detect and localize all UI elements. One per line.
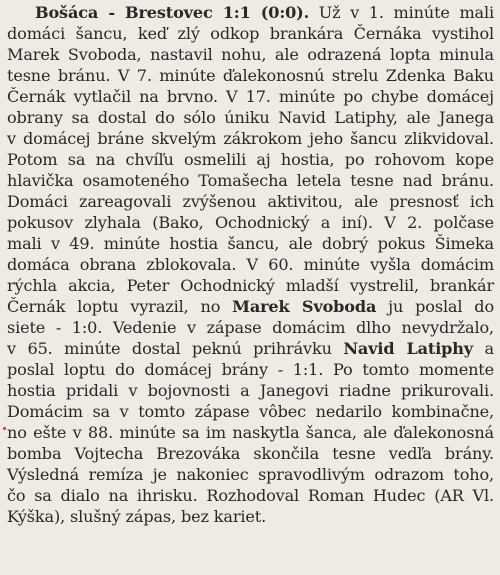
article-line-13: domáca obrana zblokovala. V 60. minúte vyšla domácim	[7, 255, 494, 274]
article-line-15	[7, 296, 494, 317]
article-line-5: Černák vytlačil na brvno. V 17. minúte po chybe domácej	[7, 87, 494, 106]
print-speck	[3, 427, 6, 430]
article-line-2: domáci šancu, keď zlý odkop brankára Černáka vystihol	[7, 24, 494, 43]
article-line-20: Domácim sa v tomto zápase vôbec nedarilo kombinačne,	[7, 402, 494, 421]
article-line-6: obrany sa dostal do sólo úniku Navid Latiphy, ale Janega	[7, 108, 494, 127]
article-line-1-text: Už v 1. minúte mali	[309, 3, 494, 22]
article-line-15-c: ju poslal do	[376, 297, 494, 316]
article-line-25: Kýška), slušný zápas, bez kariet.	[7, 507, 267, 526]
article-line-17-a: v 65. minúte dostal peknú prihrávku	[7, 339, 344, 358]
article-line-23: Výsledná remíza je nakoniec spravodlivým odrazom toho,	[7, 465, 494, 484]
match-headline: Bošáca - Brestovec 1:1 (0:0).	[35, 3, 310, 22]
article-line-19: hostia pridali v bojovnosti a Janegovi riadne prikurovali.	[7, 381, 494, 400]
article-line-24: čo sa dialo na ihrisku. Rozhodoval Roman Hudec (AR Vl.	[7, 486, 494, 505]
article-line-11: pokusov zlyhala (Bako, Ochodnický a iní). V 2. polčase	[7, 213, 494, 232]
article-line-3: Marek Svoboda, nastavil nohu, ale odrazená lopta minula	[7, 45, 494, 64]
article-line-12: mali v 49. minúte hostia šancu, ale dobrý pokus Šimeka	[7, 234, 494, 253]
article-line-17-c: a	[473, 339, 494, 358]
article-line-17	[7, 338, 494, 359]
player-name-marek-svoboda: Marek Svoboda	[232, 297, 377, 316]
article-line-9: hlavička osamoteného Tomašecha letela tesne nad bránu.	[7, 171, 494, 190]
article-line-14: rýchla akcia, Peter Ochodnický mladší vystrelil, brankár	[7, 276, 494, 295]
article-line-10: Domáci zareagovali zvýšenou aktivitou, ale presnosť ich	[7, 192, 494, 211]
article-line-1	[7, 2, 494, 23]
article-line-18: poslal loptu do domácej brány - 1:1. Po tomto momente	[7, 360, 494, 379]
article-line-7: v domácej bráne skvelým zákrokom jeho šancu zlikvidoval.	[7, 129, 494, 148]
article-line-15-a: Černák loptu vyrazil, no	[7, 297, 233, 316]
article-line-21: no ešte v 88. minúte sa im naskytla šanca, ale ďalekonosná	[7, 423, 494, 442]
article-line-22: bomba Vojtecha Brezováka skončila tesne vedľa brány.	[7, 444, 494, 463]
article-line-4: tesne bránu. V 7. minúte ďalekonosnú strelu Zdenka Baku	[7, 66, 494, 85]
article-line-8: Potom sa na chvíľu osmelili aj hostia, po rohovom kope	[7, 150, 494, 169]
article-line-16: siete - 1:0. Vedenie v zápase domácim dlho nevydržalo,	[7, 318, 494, 337]
player-name-navid-latiphy: Navid Latiphy	[343, 339, 474, 358]
match-report	[7, 2, 494, 527]
